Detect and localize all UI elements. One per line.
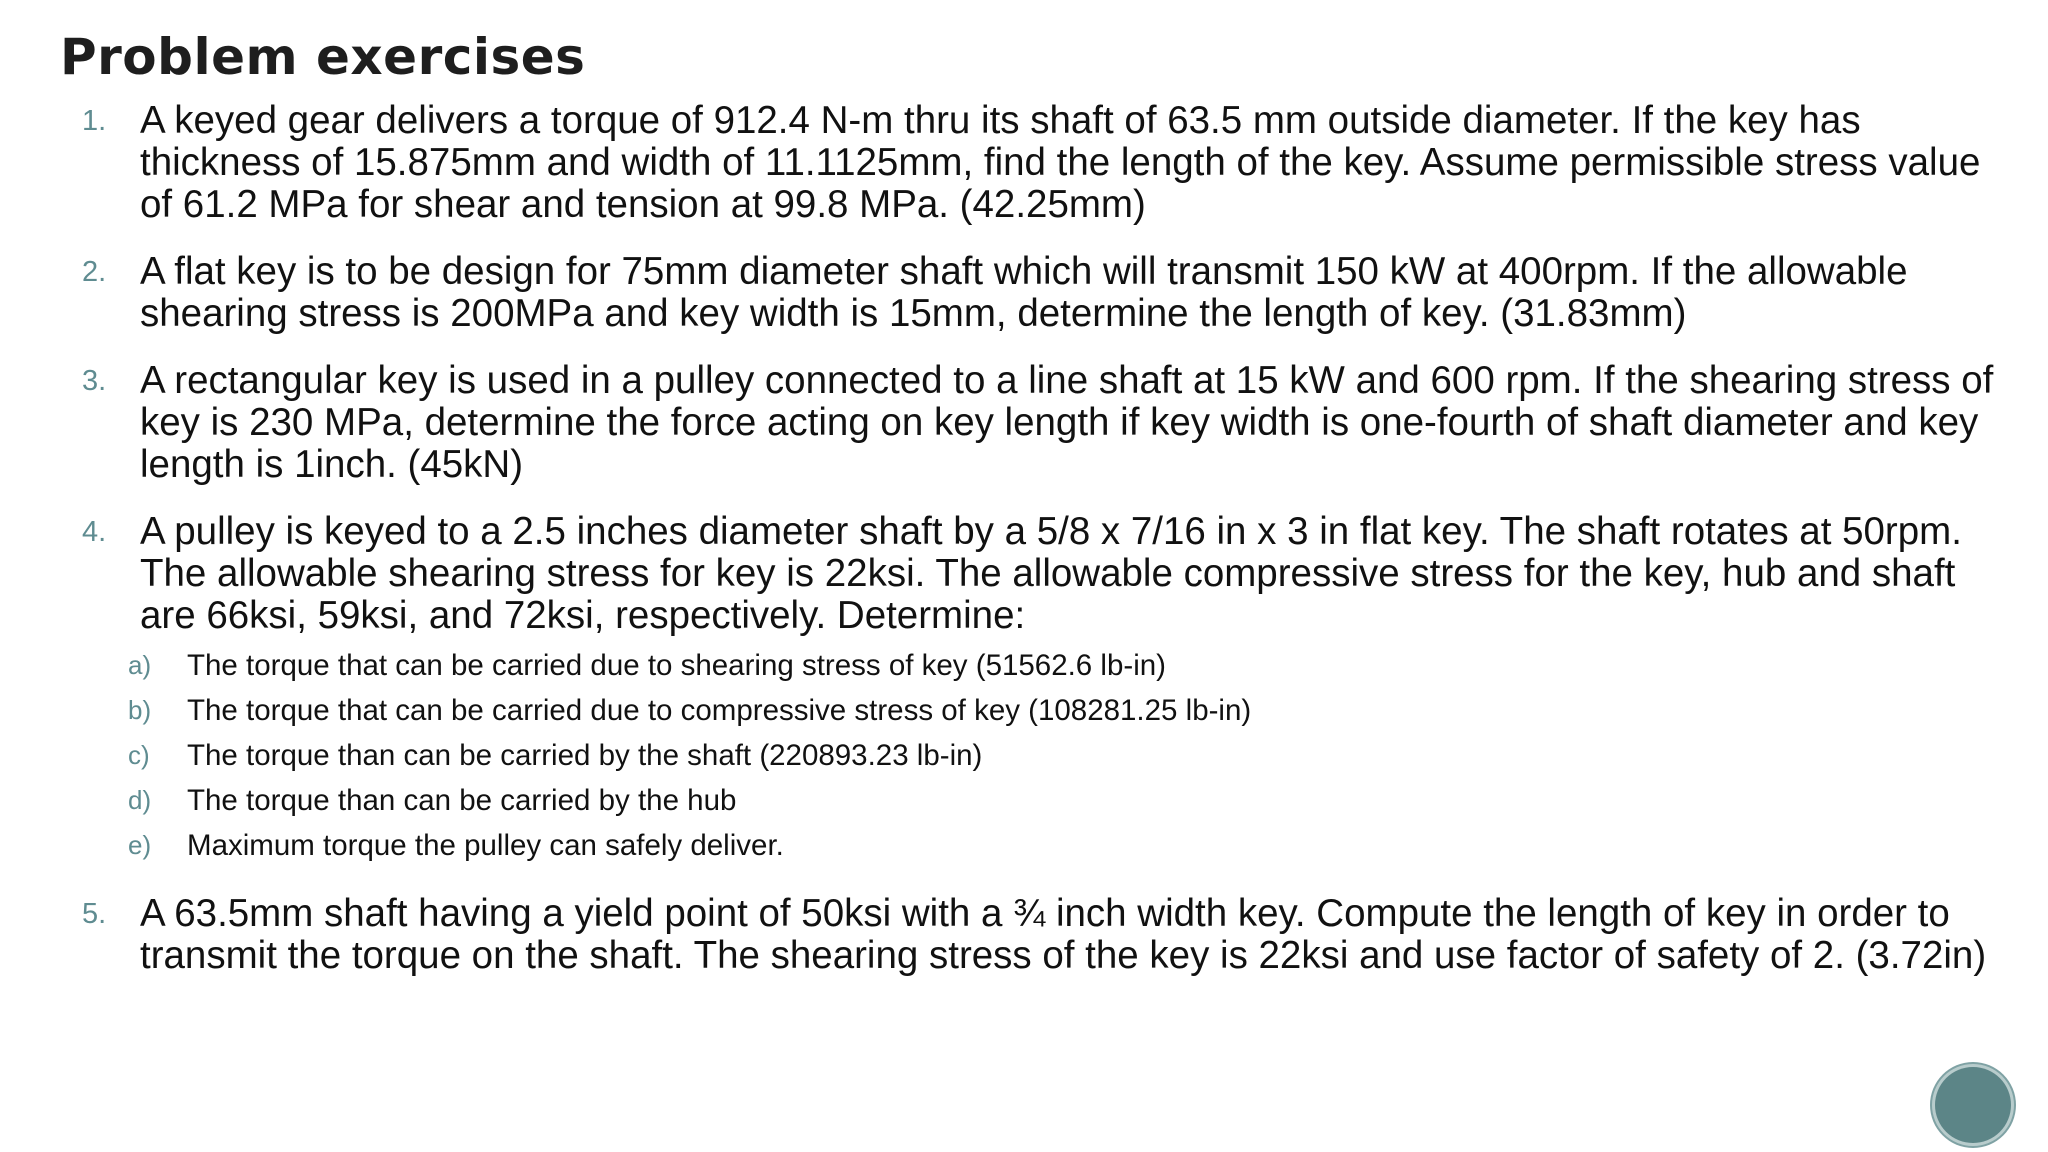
sub-question-e [0, 823, 2008, 868]
sub-question-text: The torque than can be carried by the hub [187, 784, 737, 817]
slide-title: Problem exercises [60, 28, 586, 86]
problem-item-3 [0, 360, 2048, 486]
sub-question-letter: e) [128, 830, 152, 860]
sub-question-letter: d) [128, 785, 152, 815]
sub-question-text: The torque than can be carried by the shaft (220893.23 lb-in) [187, 739, 983, 772]
problem-list [0, 100, 2048, 1002]
problem-number: 1. [82, 105, 107, 137]
sub-question-a [0, 643, 2008, 688]
sub-question-text: The torque that can be carried due to compressive stress of key (108281.25 lb-in) [187, 694, 1252, 727]
circle-nav-icon[interactable] [1935, 1067, 2011, 1143]
problem-item-4 [0, 511, 2048, 868]
problem-item-2 [0, 251, 2048, 335]
problem-item-1 [0, 100, 2048, 226]
problem-text: A pulley is keyed to a 2.5 inches diameter shaft by a 5/8 x 7/16 in x 3 in flat key. The shaft rotates at 50rpm. The allowable shearing stress for key is 22ksi. The allowable compressive stress for the key, hub and shaft are 66ksi, 59ksi, and 72ksi, respectively. Determine: [140, 510, 1962, 637]
sub-question-text: Maximum torque the pulley can safely deliver. [187, 829, 784, 862]
sub-question-c [0, 733, 2008, 778]
problem-text: A keyed gear delivers a torque of 912.4 N-m thru its shaft of 63.5 mm outside diameter. If the key has thickness of 15.875mm and width of 11.1125mm, find the length of the key. Assume permissible stress value of 61.2 MPa for shear and tension at 99.8 MPa. (42.25mm) [140, 99, 1981, 226]
problem-text: A rectangular key is used in a pulley connected to a line shaft at 15 kW and 600 rpm. If the shearing stress of key is 230 MPa, determine the force acting on key length if key width is one-fourth of shaft diameter and key length is 1inch. (45kN) [140, 359, 1994, 486]
sub-question-letter: b) [128, 695, 152, 725]
sub-question-b [0, 688, 2008, 733]
problem-text: A 63.5mm shaft having a yield point of 50ksi with a ¾ inch width key. Compute the length of key in order to transmit the torque on the shaft. The shearing stress of the key is 22ksi and use factor of safety of 2. (3.72in) [140, 892, 1987, 977]
problem-number: 4. [82, 516, 107, 548]
sub-question-letter: a) [128, 650, 152, 680]
problem-number: 2. [82, 256, 107, 288]
problem-item-5 [0, 893, 2048, 977]
problem-text: A flat key is to be design for 75mm diameter shaft which will transmit 150 kW at 400rpm. If the allowable shearing stress is 200MPa and key width is 15mm, determine the length of key. (31.83mm) [140, 250, 1908, 335]
problem-number: 5. [82, 898, 107, 930]
sub-question-text: The torque that can be carried due to shearing stress of key (51562.6 lb-in) [187, 649, 1166, 682]
sub-question-list [128, 643, 2008, 868]
problem-number: 3. [82, 365, 107, 397]
sub-question-letter: c) [128, 740, 150, 770]
sub-question-d [0, 778, 2008, 823]
